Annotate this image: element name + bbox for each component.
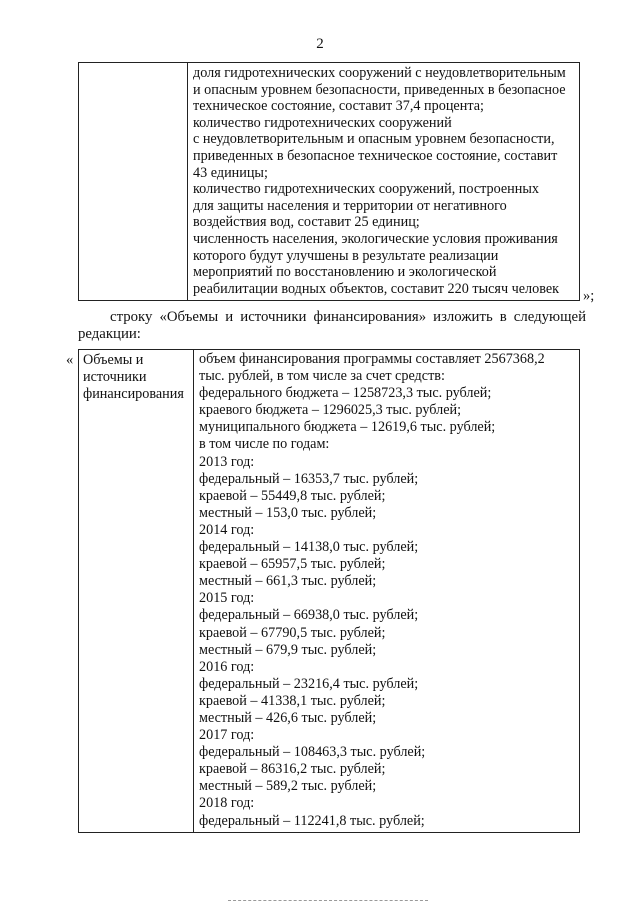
- financing-label-line: источники: [83, 369, 147, 386]
- financing-line: федеральный – 108463,3 тыс. рублей;: [199, 744, 426, 761]
- year-heading: 2015 год:: [199, 590, 255, 607]
- financing-label-line: финансирования: [83, 386, 184, 403]
- results-label-cell: [79, 63, 188, 301]
- results-line: численность населения, экологические условия проживания: [193, 230, 558, 247]
- financing-line: краевой – 67790,5 тыс. рублей;: [199, 624, 386, 641]
- financing-label-cell: [79, 350, 194, 833]
- results-line: доля гидротехнических сооружений с неудовлетворительным: [193, 65, 566, 81]
- financing-label-line: Объемы и: [83, 352, 144, 368]
- instruction-paragraph: [78, 309, 586, 343]
- results-line: мероприятий по восстановлению и экологической: [193, 264, 497, 281]
- financing-line: краевой – 41338,1 тыс. рублей;: [199, 692, 386, 709]
- financing-line: местный – 426,6 тыс. рублей;: [199, 709, 377, 726]
- financing-line: в том числе по годам:: [199, 436, 330, 453]
- financing-line: федеральный – 14138,0 тыс. рублей;: [199, 539, 419, 556]
- year-heading: 2014 год:: [199, 521, 255, 538]
- financing-line: краевого бюджета – 1296025,3 тыс. рублей;: [199, 402, 462, 419]
- financing-line: федеральный – 112241,8 тыс. рублей;: [199, 812, 425, 829]
- financing-line: тыс. рублей, в том числе за счет средств:: [199, 368, 445, 385]
- financing-line: федеральный – 16353,7 тыс. рублей;: [199, 470, 419, 487]
- year-heading: 2013 год:: [199, 453, 255, 470]
- results-line: количество гидротехнических сооружений, построенных: [193, 181, 539, 198]
- financing-line: местный – 589,2 тыс. рублей;: [199, 778, 377, 795]
- results-line: приведенных в безопасное техническое состояние, составит: [193, 147, 558, 164]
- results-line: для защиты населения и территории от негативного: [193, 197, 507, 214]
- results-content-cell: [188, 63, 580, 301]
- financing-line: краевой – 55449,8 тыс. рублей;: [199, 487, 386, 504]
- financing-line: федеральный – 66938,0 тыс. рублей;: [199, 607, 419, 624]
- results-line: реабилитации водных объектов, составит 220 тысяч человек: [193, 280, 560, 297]
- financing-line: муниципального бюджета – 12619,6 тыс. рублей;: [199, 419, 496, 436]
- financing-table: [78, 349, 580, 833]
- financing-line: местный – 679,9 тыс. рублей;: [199, 641, 377, 658]
- financing-line: местный – 661,3 тыс. рублей;: [199, 573, 377, 590]
- financing-line: объем финансирования программы составляет 2567368,2: [199, 351, 545, 367]
- closing-quote-mark: »;: [583, 288, 595, 304]
- financing-line: местный – 153,0 тыс. рублей;: [199, 504, 377, 521]
- financing-line: краевой – 65957,5 тыс. рублей;: [199, 556, 386, 573]
- instruction-line: редакции:: [78, 326, 141, 342]
- results-line: с неудовлетворительным и опасным уровнем безопасности,: [193, 131, 555, 148]
- page-bottom-divider: [228, 900, 428, 902]
- year-heading: 2016 год:: [199, 658, 255, 675]
- financing-line: краевой – 86316,2 тыс. рублей;: [199, 761, 386, 778]
- opening-quote-mark: «: [66, 352, 74, 368]
- year-heading: 2018 год:: [199, 795, 255, 812]
- instruction-line: строку «Объемы и источники финансирования» изложить в следующей: [110, 309, 586, 325]
- results-line: которого будут улучшены в результате реализации: [193, 247, 499, 264]
- results-line: 43 единицы;: [193, 164, 268, 181]
- results-line: техническое состояние, составит 37,4 процента;: [193, 98, 484, 115]
- financing-line: федерального бюджета – 1258723,3 тыс. рублей;: [199, 385, 492, 402]
- financing-content-cell: [194, 350, 580, 833]
- results-line: воздействия вод, составит 25 единиц;: [193, 214, 420, 231]
- year-heading: 2017 год:: [199, 727, 255, 744]
- results-table: [78, 62, 580, 301]
- financing-line: федеральный – 23216,4 тыс. рублей;: [199, 675, 419, 692]
- page-number: 2: [316, 36, 324, 52]
- results-line: и опасным уровнем безопасности, приведенных в безопасное: [193, 81, 566, 98]
- results-line: количество гидротехнических сооружений: [193, 114, 452, 131]
